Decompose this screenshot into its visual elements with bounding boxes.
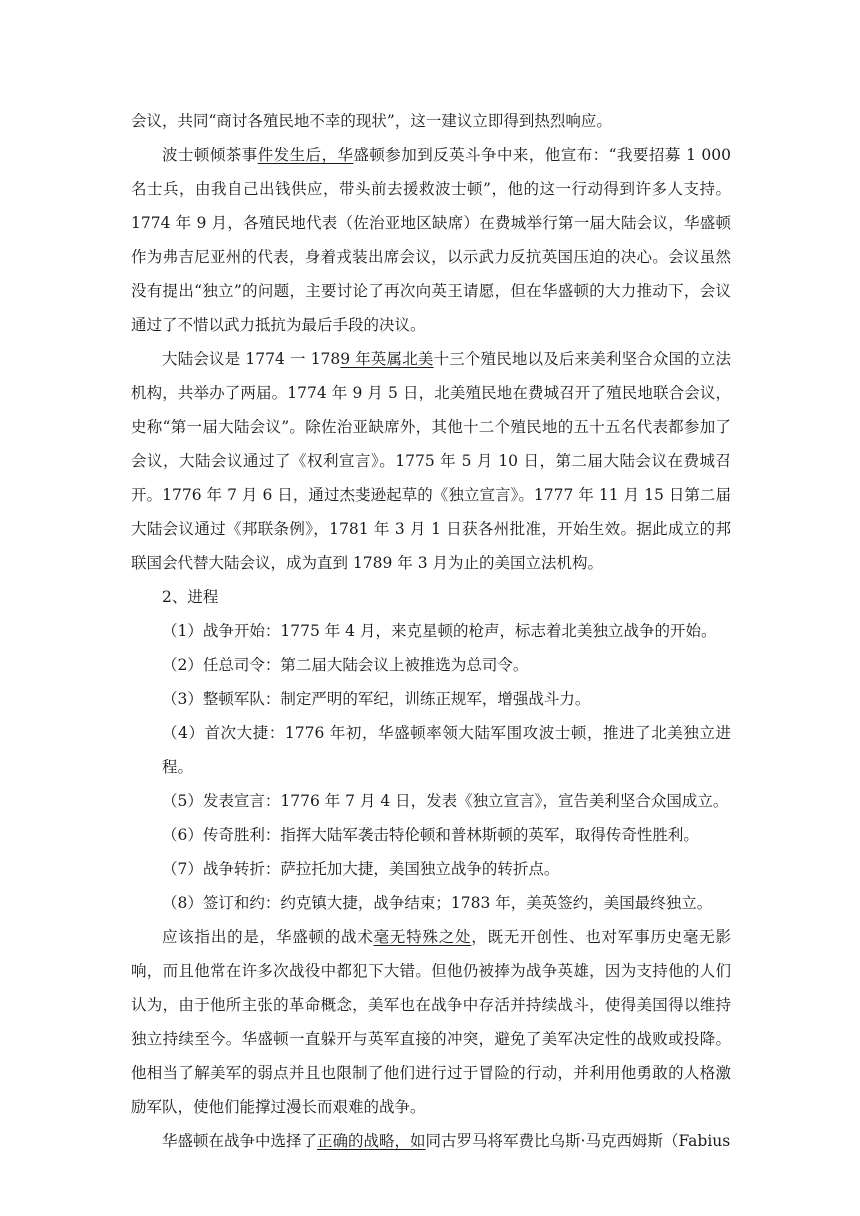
paragraph-text: 同古罗马将军费比乌斯·马克西姆斯（Fabius — [425, 1132, 731, 1150]
paragraph-text: 大陆会议是 1774 一 178 — [162, 350, 341, 368]
list-item: （7）战争转折：萨拉托加大捷，美国独立战争的转折点。 — [162, 860, 560, 878]
list-item: （5）发表宣言：1776 年 7 月 4 日，发表《独立宣言》，宣告美利坚合众国成立。 — [162, 792, 729, 810]
paragraph-text: 十三个殖民地以及后来美利坚合众国的立法机构，共举办了两届。1774 年 9 月 5 日，北美殖民地在费城召开了殖民地联合会议，史称“第一届大陆会议”。除佐治亚缺席外，其他十二个殖民地的五十五名代表都参加了会议，大陆会议通过了《权利宣言》。1775 年 5 月 10 日，第二届大陆会议在费城召开。1776 年 7 月 6 日，通过杰斐逊起草的《独立宣言》。1777 年 11 月 15 日第二届大陆会议通过《邦联条例》，1781 年 3 月 1 日获各州批准，开始生效。据此成立的邦联国会代替大陆会议，成为直到 1789 年 3 月为止的美国立法机构。 — [131, 350, 731, 572]
list-item: （8）签订和约：约克镇大捷，战争结束；1783 年，美英签约，美国最终独立。 — [162, 894, 713, 912]
paragraph-continuation: 会议，共同“商讨各殖民地不幸的现状”，这一建议立即得到热烈响应。 — [131, 112, 612, 130]
paragraph-text: 盛顿参加到反英斗争中来，他宣布：“我要招募 1 000 名士兵，由我自己出钱供应，带头前去援救波士顿”，他的这一行动得到许多人支持。1774 年 9 月，各殖民地代表（佐治亚地区缺席）在费城举行第一届大陆会议，华盛顿作为弗吉尼亚州的代表，身着戎装出席会议，以示武力反抗英国压迫的决心。会议虽然没有提出“独立”的问题，主要讨论了再次向英王请愿，但在华盛顿的大力推动下，会议通过了不惜以武力抵抗为最后手段的决议。 — [131, 146, 731, 334]
list-item: （1）战争开始：1775 年 4 月，来克星顿的枪声，标志着北美独立战争的开始。 — [162, 622, 717, 640]
paragraph-text: 波士顿倾茶事 — [162, 146, 258, 164]
underlined-text: 件发生后，华 — [257, 146, 354, 164]
document-page — [131, 104, 731, 1158]
section-heading: 2、进程 — [162, 588, 219, 606]
list-item: （2）任总司令：第二届大陆会议上被推选为总司令。 — [162, 656, 529, 674]
underlined-text: 毫无特殊之处 — [373, 928, 472, 946]
paragraph-continental-congress — [131, 342, 731, 580]
paragraph-boston-tea-party — [131, 138, 731, 342]
paragraph-text: 应该指出的是，华盛顿的战术 — [162, 928, 374, 946]
list-item: （6）传奇胜利：指挥大陆军袭击特伦顿和普林斯顿的英军，取得传奇性胜利。 — [162, 826, 699, 844]
list-item: （4）首次大捷：1776 年初，华盛顿率领大陆军围攻波士顿，推进了北美独立进程。 — [162, 724, 731, 776]
underlined-text: 9 年英属北美 — [340, 350, 434, 368]
paragraph-tactics — [131, 920, 731, 1124]
paragraph-text: ，既无开创性、也对军事历史毫无影响，而且他常在许多次战役中都犯下大错。但他仍被捧为战争英雄，因为支持他的人们认为，由于他所主张的革命概念，美军也在战争中存活并持续战斗，使得美国得以维持独立持续至今。华盛顿一直躲开与英军直接的冲突，避免了美军决定性的战败或投降。他相当了解美军的弱点并且也限制了他们进行过于冒险的行动，并利用他勇敢的人格激励军队，使他们能撑过漫长而艰难的战争。 — [131, 928, 731, 1116]
list-item: （3）整顿军队：制定严明的军纪，训练正规军，增强战斗力。 — [162, 690, 591, 708]
paragraph-text: 华盛顿在战争中选择了 — [162, 1132, 318, 1150]
underlined-text: 正确的战略，如 — [317, 1132, 426, 1150]
paragraph-strategy — [131, 1124, 731, 1158]
